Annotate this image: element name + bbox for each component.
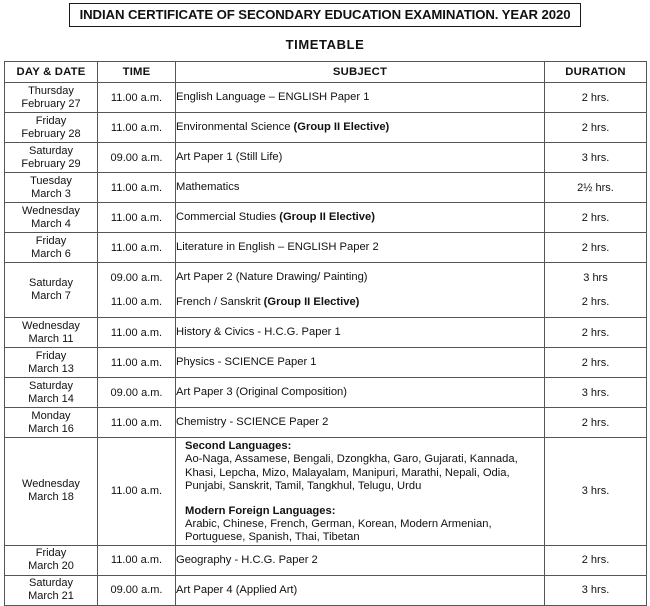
column-header-subject: SUBJECT bbox=[176, 62, 545, 83]
cell-subject bbox=[176, 143, 545, 173]
cell-time: 11.00 a.m. bbox=[98, 318, 176, 348]
subject-text: Chemistry - SCIENCE Paper 2 bbox=[176, 416, 329, 428]
table-row bbox=[5, 143, 647, 173]
table-row bbox=[5, 318, 647, 348]
duration-slot-2: 2 hrs. bbox=[581, 296, 610, 308]
cell-subject bbox=[176, 378, 545, 408]
subject-text: Commercial Studies bbox=[176, 211, 280, 223]
cell-duration: 3 hrs. bbox=[545, 438, 647, 546]
cell-time: 11.00 a.m. bbox=[98, 113, 176, 143]
cell-day-date bbox=[5, 143, 98, 173]
subject-text: Geography - H.C.G. Paper 2 bbox=[176, 553, 318, 566]
day-name: Wednesday bbox=[22, 204, 80, 217]
day-name: Saturday bbox=[28, 379, 74, 392]
cell-day-date bbox=[5, 348, 98, 378]
cell-duration: 2 hrs. bbox=[545, 203, 647, 233]
day-date: March 20 bbox=[28, 560, 74, 573]
table-row bbox=[5, 348, 647, 378]
subject-text: Environmental Science bbox=[176, 121, 294, 133]
subject-text: Art Paper 1 (Still Life) bbox=[176, 151, 283, 163]
cell-day-date bbox=[5, 408, 98, 438]
day-date: March 4 bbox=[31, 217, 71, 230]
exam-timetable bbox=[4, 61, 647, 606]
subject-text: Art Paper 3 (Original Composition) bbox=[176, 386, 347, 398]
cell-subject bbox=[176, 233, 545, 263]
subject-elective-tag: (Group II Elective) bbox=[263, 296, 360, 308]
table-row bbox=[5, 173, 647, 203]
day-date: March 16 bbox=[28, 422, 74, 435]
cell-duration: 2 hrs. bbox=[545, 113, 647, 143]
day-date: March 11 bbox=[28, 332, 74, 345]
cell-day-date bbox=[5, 263, 98, 318]
subject-text: Physics - SCIENCE Paper 1 bbox=[176, 356, 317, 368]
cell-subject bbox=[176, 83, 545, 113]
cell-time: 11.00 a.m. bbox=[98, 545, 176, 575]
subject-text: English Language – ENGLISH Paper 1 bbox=[176, 91, 370, 103]
cell-time: 11.00 a.m. bbox=[98, 203, 176, 233]
cell-duration: 2 hrs. bbox=[545, 233, 647, 263]
table-row-languages bbox=[5, 438, 647, 546]
languages-spacer bbox=[185, 494, 544, 505]
cell-day-date bbox=[5, 318, 98, 348]
cell-subject bbox=[176, 263, 545, 318]
day-name: Tuesday bbox=[30, 174, 72, 187]
cell-time: 11.00 a.m. bbox=[98, 83, 176, 113]
cell-duration: 2 hrs. bbox=[545, 408, 647, 438]
table-row bbox=[5, 83, 647, 113]
day-date: February 27 bbox=[21, 97, 81, 110]
day-name: Friday bbox=[35, 349, 67, 362]
subject-elective-tag: (Group II Elective) bbox=[293, 121, 390, 133]
table-header bbox=[5, 62, 647, 83]
day-date: March 14 bbox=[28, 392, 74, 405]
cell-duration: 2 hrs. bbox=[545, 348, 647, 378]
cell-day-date bbox=[5, 203, 98, 233]
cell-time: 11.00 a.m. bbox=[98, 438, 176, 546]
day-name: Saturday bbox=[28, 144, 74, 157]
cell-subject bbox=[176, 113, 545, 143]
languages-block bbox=[176, 438, 544, 545]
cell-day-date bbox=[5, 545, 98, 575]
timetable-container bbox=[0, 61, 650, 606]
day-name: Wednesday bbox=[22, 319, 80, 332]
subject-text: French / Sanskrit bbox=[176, 296, 264, 308]
page-subtitle: TIMETABLE bbox=[285, 37, 365, 52]
subject-slot-1: Art Paper 2 (Nature Drawing/ Painting) bbox=[176, 271, 368, 283]
cell-time: 09.00 a.m. bbox=[98, 378, 176, 408]
table-header-row bbox=[5, 62, 647, 83]
day-date: March 3 bbox=[31, 187, 71, 200]
cell-time: 11.00 a.m. bbox=[98, 233, 176, 263]
table-row bbox=[5, 113, 647, 143]
day-name: Monday bbox=[31, 409, 71, 422]
day-date: March 21 bbox=[28, 590, 74, 603]
cell-day-date bbox=[5, 378, 98, 408]
day-date: March 7 bbox=[31, 290, 71, 302]
foreign-languages-list: Arabic, Chinese, French, German, Korean, Modern Armenian, Portuguese, Spanish, Thai, Tibetan bbox=[185, 518, 492, 544]
cell-duration: 3 hrs. bbox=[545, 575, 647, 605]
cell-day-date bbox=[5, 173, 98, 203]
duration-slot-1: 3 hrs bbox=[583, 272, 608, 284]
table-body bbox=[5, 83, 647, 606]
day-date: February 29 bbox=[21, 157, 81, 170]
table-row bbox=[5, 378, 647, 408]
cell-day-date bbox=[5, 438, 98, 546]
column-header-day-date: DAY & DATE bbox=[5, 62, 98, 83]
foreign-languages-heading: Modern Foreign Languages: bbox=[185, 504, 336, 517]
day-date: March 18 bbox=[28, 491, 74, 504]
cell-time: 11.00 a.m. bbox=[98, 348, 176, 378]
cell-duration: 3 hrs. bbox=[545, 378, 647, 408]
table-row bbox=[5, 203, 647, 233]
column-header-duration: DURATION bbox=[545, 62, 647, 83]
day-name: Friday bbox=[35, 234, 67, 247]
cell-day-date bbox=[5, 83, 98, 113]
table-row bbox=[5, 408, 647, 438]
day-name: Saturday bbox=[28, 277, 74, 289]
cell-duration: 2½ hrs. bbox=[545, 173, 647, 203]
cell-day-date bbox=[5, 233, 98, 263]
day-name: Saturday bbox=[28, 577, 74, 590]
cell-day-date bbox=[5, 575, 98, 605]
cell-duration: 2 hrs. bbox=[545, 318, 647, 348]
second-languages-heading: Second Languages: bbox=[185, 440, 292, 452]
cell-duration bbox=[545, 263, 647, 318]
subject-text: Art Paper 4 (Applied Art) bbox=[176, 583, 298, 596]
time-slot-2: 11.00 a.m. bbox=[110, 296, 163, 308]
cell-subject bbox=[176, 173, 545, 203]
cell-subject bbox=[176, 408, 545, 438]
subject-elective-tag: (Group II Elective) bbox=[279, 211, 375, 223]
cell-day-date bbox=[5, 113, 98, 143]
cell-subject bbox=[176, 348, 545, 378]
day-name: Friday bbox=[35, 114, 67, 127]
page-title: INDIAN CERTIFICATE OF SECONDARY EDUCATION EXAMINATION. YEAR 2020 bbox=[69, 3, 582, 26]
subject-text: History & Civics - H.C.G. Paper 1 bbox=[176, 326, 341, 338]
cell-time bbox=[98, 263, 176, 318]
subject-text: Literature in English – ENGLISH Paper 2 bbox=[176, 241, 379, 253]
cell-duration: 2 hrs. bbox=[545, 545, 647, 575]
cell-subject bbox=[176, 318, 545, 348]
day-date: March 13 bbox=[28, 362, 74, 375]
cell-time: 11.00 a.m. bbox=[98, 408, 176, 438]
cell-time: 09.00 a.m. bbox=[98, 143, 176, 173]
cell-time: 09.00 a.m. bbox=[98, 575, 176, 605]
cell-subject bbox=[176, 575, 545, 605]
day-name: Wednesday bbox=[22, 478, 80, 491]
cell-duration: 3 hrs. bbox=[545, 143, 647, 173]
cell-subject-languages bbox=[176, 438, 545, 546]
table-row bbox=[5, 575, 647, 605]
cell-time: 11.00 a.m. bbox=[98, 173, 176, 203]
cell-subject bbox=[176, 203, 545, 233]
cell-duration: 2 hrs. bbox=[545, 83, 647, 113]
subject-text: Mathematics bbox=[176, 181, 240, 193]
document-subtitle-band bbox=[0, 28, 650, 61]
column-header-time: TIME bbox=[98, 62, 176, 83]
day-name: Thursday bbox=[28, 84, 74, 97]
table-row-split bbox=[5, 263, 647, 318]
day-date: February 28 bbox=[21, 127, 81, 140]
subject-slot-2 bbox=[176, 296, 544, 309]
time-slot-1: 09.00 a.m. bbox=[110, 272, 163, 284]
table-row bbox=[5, 233, 647, 263]
day-date: March 6 bbox=[31, 247, 71, 260]
day-name: Friday bbox=[35, 547, 67, 560]
cell-subject bbox=[176, 545, 545, 575]
second-languages-list: Ao-Naga, Assamese, Bengali, Dzongkha, Garo, Gujarati, Kannada, Khasi, Lepcha, Mizo, Malayalam, Manipuri, Marathi, Nepali, Odia, Punjabi, Sanskrit, Tamil, Tangkhul, Telugu, Urdu bbox=[185, 453, 518, 493]
table-row bbox=[5, 545, 647, 575]
document-title-band bbox=[0, 0, 650, 28]
